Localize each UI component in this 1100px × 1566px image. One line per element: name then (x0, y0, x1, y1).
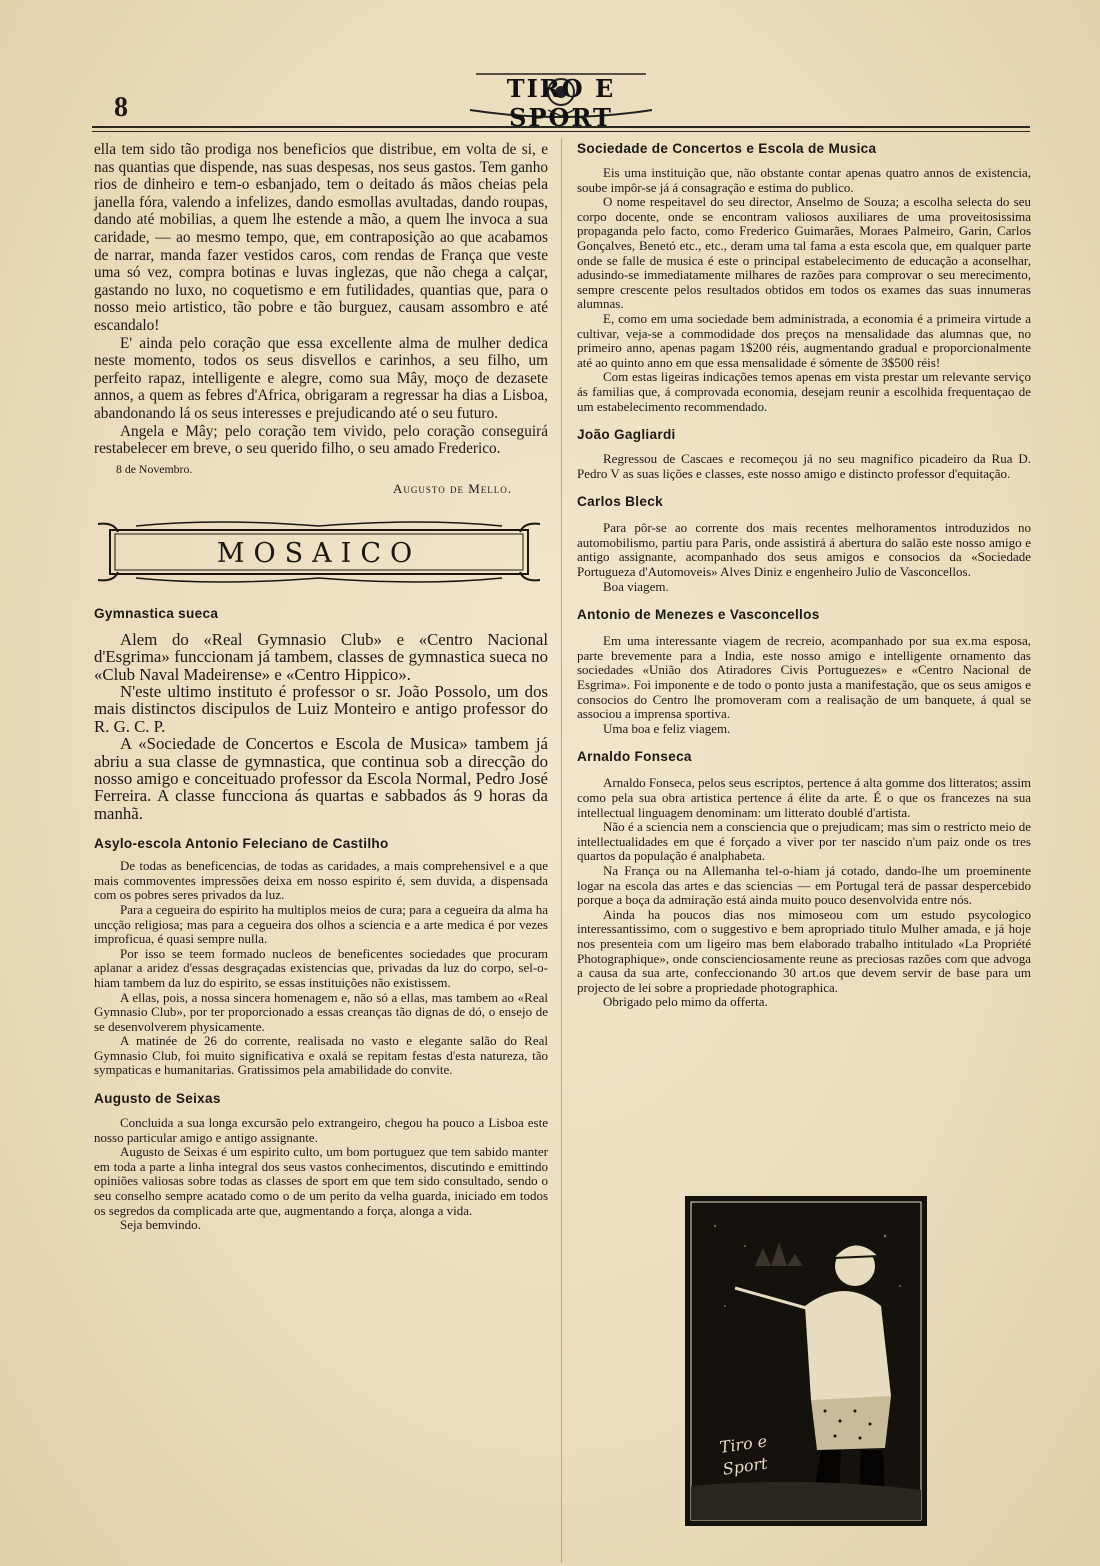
gagliardi-section (577, 427, 1031, 481)
paragraph: E, como em uma sociedade bem administrada, a economia é a primeira virtude a cultivar, veja-se a commodidade dos preços na mensalidade das alumnas que, no primeiro anno, apenas pagam 1$200 réis, augmentando gradual e proporcionalmente até ao quinto anno em que essa mensalidade é sómente de 3$500 réis! (577, 310, 1031, 370)
section-heading: Asylo-escola Antonio Feleciano de Castilho (94, 836, 389, 852)
paragraph: Alem do «Real Gymnasio Club» e «Centro Nacional d'Esgrima» funccionam já tambem, classes de gymnastica sueca no «Club Naval Madeirense» e «Centro Hippico». (94, 629, 548, 684)
paragraph: Uma boa e feliz viagem. (603, 720, 731, 736)
masthead-title: TIRO E SPORT (506, 74, 616, 132)
paragraph: Angela e Mây; pelo coração tem vivido, pelo coração conseguirá restabelecer em breve, o seu querido filho, o seu amado Frederico. (94, 422, 548, 458)
section-heading: Augusto de Seixas (94, 1091, 221, 1107)
column-divider (561, 138, 562, 1563)
concertos-section (577, 141, 1031, 414)
page-number: 8 (114, 92, 128, 123)
paragraph: De todas as beneficencias, de todas as caridades, a mais comprehensivel e a que mais commoventes impressões deixa em nosso espirito é, sem duvida, a dispensada com os pobres seres privados da luz. (94, 858, 548, 903)
paragraph: A ellas, pois, a nossa sincera homenagem e, não só a ellas, mas tambem ao «Real Gymnasio Club», por ter proporcionado a essas creanças tão dignas de dó, o ensejo de se desenvolverem physicamente. (94, 989, 548, 1034)
illustration-caption: Tiro e Sport (718, 1431, 769, 1479)
section-heading: Sociedade de Concertos e Escola de Musica (577, 141, 877, 156)
section-heading: Arnaldo Fonseca (577, 749, 692, 765)
left-column (94, 141, 548, 1233)
article-date: 8 de Novembro. (116, 461, 193, 476)
paragraph: A «Sociedade de Concertos e Escola de Musica» tambem já abriu a sua classe de gymnastica, que continua sob a direcção do nosso amigo e conceituado professor da Escola Normal, Pedro José Ferreira. A classe funcciona ás quartas e sabbados ás 9 horas da manhã. (94, 734, 548, 823)
paragraph: Ainda ha poucos dias nos mimoseou com um estudo psycologico interessantissimo, com o suggestivo e bem apropriado titulo Mulher amada, e já hoje nos presenteia com um ligeiro mas bem elaborado trabalho intitulado «La Propriété Photographique», onde conscienciosamente reune as preciosas razões com que advoga a causa da sua arte, confeccionando 30 art.os que devem servir de base para um projecto de lei sobre a propriedade photographica. (577, 906, 1031, 995)
paragraph: Concluida a sua longa excursão pelo extrangeiro, chegou ha pouco a Lisboa este nosso particular amigo e antigo assignante. (94, 1115, 548, 1145)
asylo-section (94, 836, 548, 1078)
hunter-woodcut-image (685, 1196, 927, 1526)
intro-article (94, 141, 548, 458)
paragraph: Obrigado pelo mimo da offerta. (603, 994, 768, 1010)
section-heading: João Gagliardi (577, 427, 676, 443)
paragraph: Eis uma instituição que, não obstante contar apenas quatro annos de existencia, soube impôr-se já á consagração e estima do publico. (577, 165, 1031, 195)
paragraph: E' ainda pelo coração que essa excellente alma de mulher dedica neste momento, todos os seus disvellos e carinhos, a seu filho, um perfeito rapaz, intelligente e alegre, como sua Mây, moço de dezasete annos, a quem as febres d'Africa, obrigaram a regressar ha dias a Lisboa, abandonando lá os seus interesses e prejudicando até o seu futuro. (94, 334, 548, 422)
fonseca-section (577, 749, 1031, 1010)
paragraph: Augusto de Seixas é um espirito culto, um bom portuguez que tem sabido manter em toda a parte a linha integral dos seus vastos conhecimentos, discutindo e emittindo opiniões valiosas sobre todas as classes de sport em que tem sido consultado, sendo o seu conselho sempre acatado como o de um perito da velha guarda, iniciado em todos os segredos da complicada arte que, augmentando a força, alonga a vida. (94, 1144, 548, 1218)
paragraph: Não é a sciencia nem a consciencia que o prejudicam; mas sim o restricto meio de intellectualidades em que é forçado a viver por ter nascido n'um paiz onde os tres quartos da população é analphabeta. (577, 819, 1031, 864)
section-heading: Gymnastica sueca (94, 605, 219, 621)
paragraph: O nome respeitavel do seu director, Anselmo de Souza; a escolha selecta do seu corpo docente, onde se encontram valiosos auxiliares de uma proveitosissima propaganda pelo facto, como Frederico Guimarães, Moraes Palmeiro, Garin, Carlos Gonçalves, Benetó etc., etc., deram uma tal fama a esta escola que, em qualquer parte onde se falle de musica é este o principal estabelecimento de educação a aconselhar, adusindo-se immediatamente milhares de razões para comprovar o seu merecimento, sempre crescente pelos resultados obtidos em todos os exames das suas innumeras alumnas. (577, 194, 1031, 312)
paragraph: ella tem sido tão prodiga nos beneficios que distribue, em volta de si, e nas quantias que dispende, nas suas despesas, nos seus gastos. Tem ganho rios de dinheiro e tem-o esbanjado, tem o deitado ás mãos cheias pela janella fóra, valendo a infelizes, dando esmollas avultadas, dando roupas, dando até mobilias, a quem lhe estende a mão, a quem lhe invoca a sua caridade, — ao mesmo tempo, que, em contraposição ao que acabamos de narrar, manda fazer vestidos caros, com rendas de França que veste uma só vez, compra botinas e luvas inglezas, que não chega a calçar, gastando no luxo, no coquetismo e em futilidades, quantias que, para o nosso meio artistico, tão pobre e tão burguez, causam assombro e até escandalo! (94, 141, 548, 334)
paragraph: Por isso se teem formado nucleos de beneficentes sociedades que procuram aplanar a aridez d'essas desgraçadas existencias que, privadas da luz do corpo, sel-o-hiam tambem da luz do espirito, se essas instituições não existissem. (94, 945, 548, 990)
paragraph: N'este ultimo instituto é professor o sr. João Possolo, um dos mais distinctos discipulos de Luiz Monteiro e antigo professor do R. G. C. P. (94, 681, 548, 736)
paragraph: Regressou de Cascaes e recomeçou já no seu magnifico picadeiro da Rua D. Pedro V as suas lições e classes, este nosso amigo e distincto professor d'equitação. (577, 451, 1031, 481)
paragraph: Boa viagem. (603, 578, 669, 594)
masthead-logo (466, 66, 656, 132)
section-heading: Carlos Bleck (577, 494, 663, 510)
paragraph: Para pôr-se ao corrente dos mais recentes melhoramentos introduzidos no automobilismo, partiu para Paris, onde assistirá á abertura do salão este nosso amigo e antigo assignante, acompanhado dos seus amigos e consocios da «Sociedade Portugueza d'Automoveis» Alves Diniz e engenheiro Julio de Vasconcellos. (577, 520, 1031, 580)
seixas-section (94, 1091, 548, 1233)
mosaico-banner (96, 520, 542, 584)
right-column (577, 141, 1031, 1010)
paragraph: Em uma interessante viagem de recreio, acompanhado por sua ex.ma esposa, parte brevemente para a India, este nosso amigo e intelligente ornamento das sociedades «União dos Atiradores Civis Portuguezes» e «Centro Nacional de Esgrima». Foi imponente e de todo o ponto justa a manifestação, que os seus amigos e consocios do Centro lhe promoveram com a realisação de um banquete, á qual se associou a imprensa sportiva. (577, 633, 1031, 722)
paragraph: Seja bemvindo. (120, 1217, 201, 1233)
mosaico-title: MOSAICO (216, 537, 422, 569)
paragraph: A matinée de 26 do corrente, realisada no vasto e elegante salão do Real Gymnasio Club, foi muito significativa e oxalá se repitam festas d'esta natureza, tão sympaticas e humanitarias. Gratissimos pela amabilidade do convite. (94, 1033, 548, 1078)
hunter-illustration (685, 1196, 927, 1526)
paragraph: Para a cegueira do espirito ha multiplos meios de cura; para a cegueira da alma ha uncção religiosa; mas para a cegueira dos olhos a sciencia e a arte medica é por vezes improficua, é quasi sempre nulla. (94, 901, 548, 947)
paragraph: Arnaldo Fonseca, pelos seus escriptos, pertence á alta gomme dos litteratos; assim como pela sua obra artistica pertence á élite da arte. É o que os francezes na sua intellectual linguagem denominam: um litterato doublé d'artista. (577, 775, 1031, 820)
menezes-section (577, 607, 1031, 736)
bleck-section (577, 494, 1031, 594)
article-signature: Augusto de Mello. (392, 480, 512, 496)
paragraph: Na França ou na Allemanha tel-o-hiam já cotado, dando-lhe um proeminente logar na escola das artes e das sciencias — em Portugal terá de passar despercebido porque a boça da admiração está ainda muito pouco desenvolvida entre nós. (577, 862, 1031, 908)
gymnastica-section (94, 606, 548, 822)
paragraph: Com estas ligeiras indicações temos apenas em vista prestar um relevante serviço ás familias que, á comprovada economia, desejam reunir a escolhida frequentaçao de um estabelecimento recommendado. (577, 369, 1031, 414)
header-rule (92, 126, 1030, 132)
section-heading: Antonio de Menezes e Vasconcellos (577, 607, 820, 623)
